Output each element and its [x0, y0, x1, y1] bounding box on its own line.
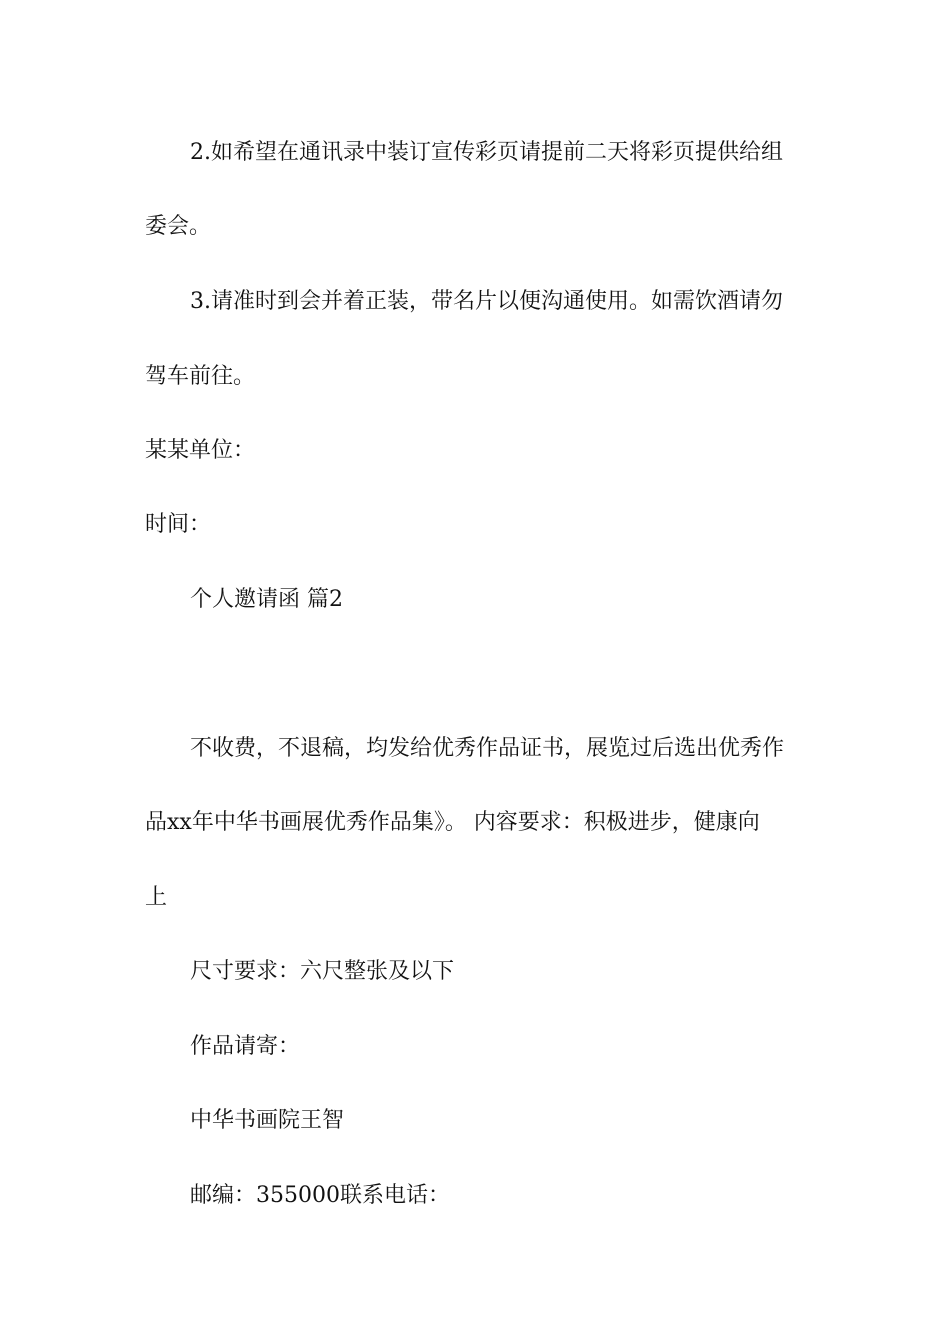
paragraph-line: 作品请寄：	[190, 1034, 301, 1059]
paragraph-line: 邮编：355000联系电话：	[190, 1183, 450, 1208]
section-heading: 个人邀请函 篇2	[190, 587, 343, 612]
paragraph-line: 2.如希望在通讯录中装订宣传彩页请提前二天将彩页提供给组	[190, 140, 783, 165]
paragraph-line: 委会。	[145, 214, 212, 239]
paragraph-line: 驾车前往。	[145, 364, 256, 389]
paragraph-line: 尺寸要求：六尺整张及以下	[190, 959, 455, 984]
paragraph-line: 上	[145, 885, 168, 910]
paragraph-line: 中华书画院王智	[190, 1108, 345, 1133]
paragraph-line: 3.请准时到会并着正装，带名片以便沟通使用。如需饮酒请勿	[190, 289, 783, 314]
signature-unit: 某某单位：	[145, 438, 256, 463]
signature-time: 时间：	[145, 512, 212, 537]
paragraph-line: 不收费，不退稿，均发给优秀作品证书，展览过后选出优秀作	[190, 736, 785, 761]
paragraph-line: 品xx年中华书画展优秀作品集》。 内容要求：积极进步，健康向	[145, 810, 760, 835]
